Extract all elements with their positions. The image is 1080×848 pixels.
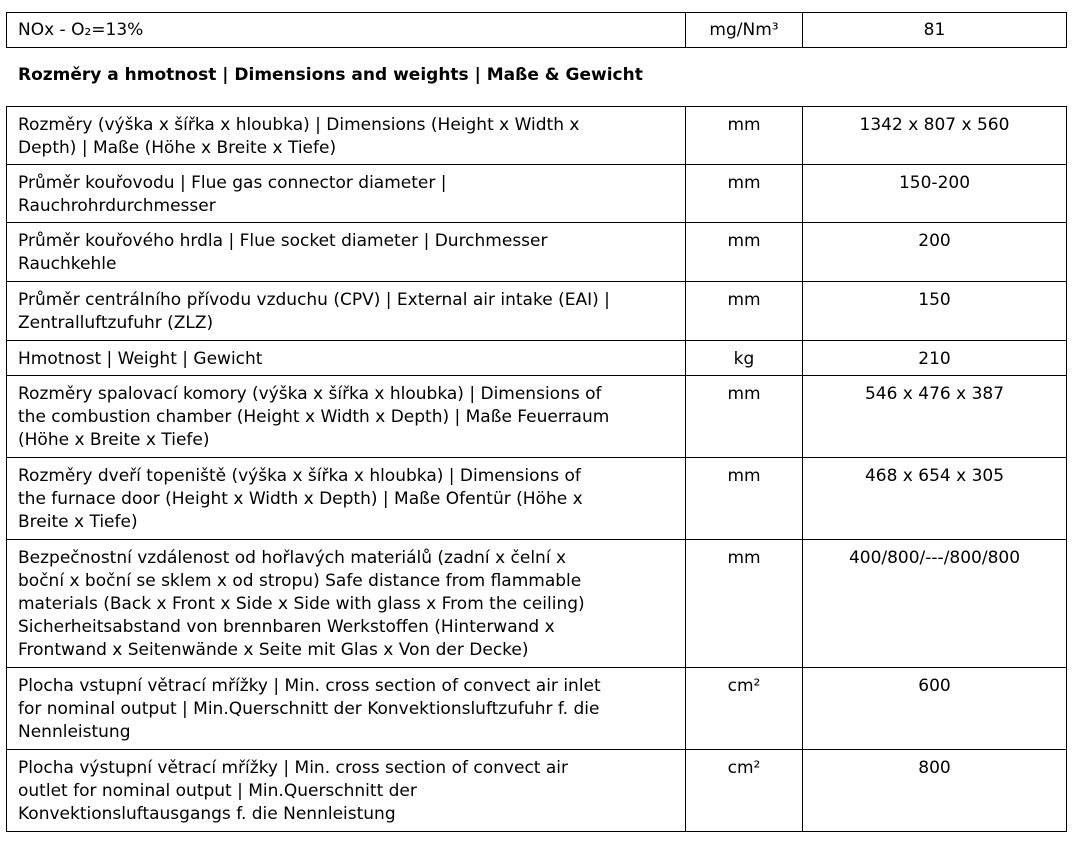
table-row <box>7 540 1067 668</box>
row-unit: mm <box>686 223 803 282</box>
table-row <box>7 13 1067 48</box>
table-row <box>7 750 1067 832</box>
emissions-table <box>6 12 1067 48</box>
section-title: Rozměry a hmotnost | Dimensions and weights | Maße & Gewicht <box>18 65 643 85</box>
row-label: Průměr centrálního přívodu vzduchu (CPV) | External air intake (EAI) | Zentralluftzufuhr (ZLZ) <box>7 282 686 341</box>
row-value: 1342 x 807 x 560 <box>803 107 1067 165</box>
row-label: Rozměry (výška x šířka x hloubka) | Dimensions (Height x Width x Depth) | Maße (Höhe x Breite x Tiefe) <box>7 107 686 165</box>
row-value: 150-200 <box>803 165 1067 223</box>
row-label: NOx - O₂=13% <box>7 13 686 48</box>
row-unit: mm <box>686 458 803 540</box>
row-unit: cm² <box>686 750 803 832</box>
row-unit: cm² <box>686 668 803 750</box>
table-row <box>7 341 1067 376</box>
row-label: Průměr kouřovodu | Flue gas connector diameter | Rauchrohrdurchmesser <box>7 165 686 223</box>
row-value: 81 <box>803 13 1067 48</box>
row-unit: mm <box>686 282 803 341</box>
table-row <box>7 668 1067 750</box>
table-row <box>7 458 1067 540</box>
row-label: Bezpečnostní vzdálenost od hořlavých materiálů (zadní x čelní x boční x boční se sklem x od stropu) Safe distance from flammable materials (Back x Front x Side x Side with glass x From the ceiling) Sicherheitsabstand von brennbaren Werkstoffen (Hinterwand x Frontwand x Seitenwände x Seite mit Glas x Von der Decke) <box>7 540 686 668</box>
table-row <box>7 376 1067 458</box>
row-value: 600 <box>803 668 1067 750</box>
table-row <box>7 223 1067 282</box>
row-value: 800 <box>803 750 1067 832</box>
row-unit: kg <box>686 341 803 376</box>
row-unit: mg/Nm³ <box>686 13 803 48</box>
row-label: Rozměry spalovací komory (výška x šířka x hloubka) | Dimensions of the combustion chamber (Height x Width x Depth) | Maße Feuerraum (Höhe x Breite x Tiefe) <box>7 376 686 458</box>
dimensions-table <box>6 106 1067 832</box>
table-row <box>7 282 1067 341</box>
row-unit: mm <box>686 165 803 223</box>
row-label: Hmotnost | Weight | Gewicht <box>7 341 686 376</box>
row-value: 546 x 476 x 387 <box>803 376 1067 458</box>
row-value: 400/800/---/800/800 <box>803 540 1067 668</box>
row-value: 150 <box>803 282 1067 341</box>
row-value: 468 x 654 x 305 <box>803 458 1067 540</box>
row-label: Plocha výstupní větrací mřížky | Min. cross section of convect air outlet for nominal output | Min.Querschnitt der Konvektionsluftausgangs f. die Nennleistung <box>7 750 686 832</box>
row-label: Plocha vstupní větrací mřížky | Min. cross section of convect air inlet for nominal output | Min.Querschnitt der Konvektionsluftzufuhr f. die Nennleistung <box>7 668 686 750</box>
row-unit: mm <box>686 376 803 458</box>
row-unit: mm <box>686 540 803 668</box>
row-label: Průměr kouřového hrdla | Flue socket diameter | Durchmesser Rauchkehle <box>7 223 686 282</box>
row-label: Rozměry dveří topeniště (výška x šířka x hloubka) | Dimensions of the furnace door (Height x Width x Depth) | Maße Ofentür (Höhe x Breite x Tiefe) <box>7 458 686 540</box>
row-unit: mm <box>686 107 803 165</box>
table-row <box>7 107 1067 165</box>
row-value: 210 <box>803 341 1067 376</box>
row-value: 200 <box>803 223 1067 282</box>
table-row <box>7 165 1067 223</box>
